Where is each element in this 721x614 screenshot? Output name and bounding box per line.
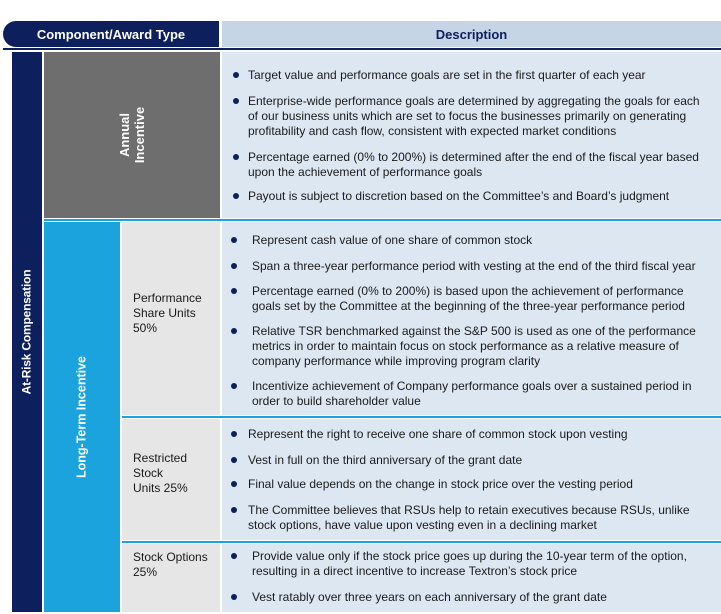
psu-label-line: Performance [133,291,202,305]
list-item [222,503,709,533]
bullet-text: Vest in full on the third anniversary of the grant date [248,453,523,467]
bullet-text: Span a three-year performance period with vesting at the end of the third fiscal year [252,259,696,273]
bullet-icon [231,431,237,437]
list-item [222,324,709,369]
bullet-icon [231,263,237,269]
bullet-icon [231,481,237,487]
list-item [222,233,709,248]
annual-incentive-label: Annual Incentive [117,106,147,164]
bullet-text: Represent the right to receive one share of common stock upon vesting [248,427,628,441]
section-divider [122,416,721,418]
bullet-icon [231,457,237,463]
annual-description-panel [222,52,721,218]
options-label-cell [122,544,220,612]
bullet-icon [231,553,237,559]
psu-label-cell [122,222,220,415]
section-divider [44,219,721,221]
list-item [222,453,709,468]
bullet-icon [233,154,239,160]
at-risk-label: At-Risk Compensation [19,269,34,395]
long-term-incentive-label: Long-Term Incentive [74,355,89,479]
bullet-text: Enterprise-wide performance goals are determined by aggregating the goals for each of our business units which are set to focus the businesses primarily on generating profitability and cash flow, consistent with expected market conditions [248,94,700,138]
bullet-text: Target value and performance goals are set in the first quarter of each year [248,68,646,82]
bullet-icon [231,507,237,513]
section-divider [122,541,721,543]
bullet-text: Percentage earned (0% to 200%) is determined after the end of the fiscal year based upon the achievement of performance goals [248,150,699,179]
rsu-description-panel [222,419,721,540]
at-risk-band [12,52,42,612]
list-item [222,427,709,442]
bullet-icon [233,72,239,78]
header-divider [3,48,721,50]
list-item [222,549,709,579]
list-item [222,94,709,139]
rsu-label-cell [122,419,220,540]
options-description-panel [222,544,721,612]
bullet-icon [231,237,237,243]
bullet-icon [231,594,237,600]
rsu-label-line: Units 25% [133,481,188,495]
bullet-text: Payout is subject to discretion based on the Committee’s and Board’s judgment [248,189,670,203]
psu-label-line: Share Units [133,306,196,320]
list-item [222,284,709,314]
bullet-icon [231,383,237,389]
bullet-text: Provide value only if the stock price goes up during the 10-year term of the option, resulting in a direct incentive to increase Textron’s stock price [252,549,687,578]
bullet-text: Vest ratably over three years on each anniversary of the grant date [252,590,607,604]
psu-description-panel [222,222,721,415]
bullet-icon [233,193,239,199]
list-item [222,477,709,492]
list-item [222,150,709,180]
options-label-line: Stock Options [133,550,208,564]
bullet-text: Percentage earned (0% to 200%) is based upon the achievement of performance goals set by the Committee at the beginning of the three-year performance period [252,284,685,313]
list-item [222,259,709,274]
bullet-text: Relative TSR benchmarked against the S&P 500 is used as one of the performance metrics in order to maintain focus on stock performance as a relative measure of company performance while improving program clarity [252,324,696,368]
bullet-text: The Committee believes that RSUs help to retain executives because RSUs, unlike stock options, have value upon vesting even in a declining market [248,503,690,532]
rsu-label-line: Restricted Stock [133,451,188,480]
list-item [222,379,709,409]
list-item [222,189,709,204]
bullet-text: Incentivize achievement of Company performance goals over a sustained period in order to build shareholder value [252,379,692,408]
column-header-component: Component/Award Type [3,21,219,47]
column-header-description: Description [222,21,721,47]
list-item [222,590,709,605]
options-label-line: 25% [133,565,158,579]
bullet-text: Final value depends on the change in stock price over the vesting period [248,477,633,491]
bullet-icon [231,288,237,294]
bullet-icon [231,328,237,334]
annual-incentive-band [44,52,220,218]
long-term-incentive-band [44,222,120,612]
psu-label-line: 50% [133,321,158,335]
bullet-icon [233,98,239,104]
bullet-text: Represent cash value of one share of common stock [252,233,533,247]
list-item [222,68,709,83]
